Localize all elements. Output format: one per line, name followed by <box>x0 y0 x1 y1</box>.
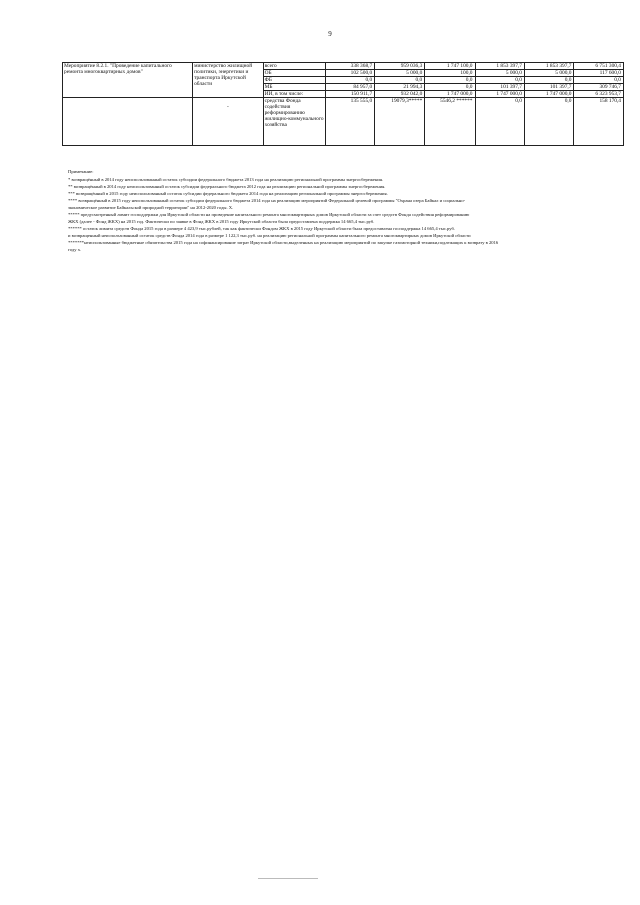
table-row <box>63 98 624 146</box>
note-line: году х. <box>68 247 82 252</box>
notes-block <box>68 168 628 253</box>
value-cell: 5 000,0 <box>475 70 524 77</box>
note-line: ****** остаток лимита средств Фонда 2015 года в размере 4 423,9 тыс.рублей, так как фактически Фондом ЖКХ в 2015 году Иркутской области была предоставлена господдержка 14 665,4 тыс.руб. <box>68 226 456 231</box>
source-cell: ИИ, в том числе: <box>263 91 326 98</box>
source-cell: средства Фонда содействия реформированию жилищно-коммунального хозяйства <box>263 98 326 146</box>
value-cell: 0,0 <box>475 77 524 84</box>
page-number: 9 <box>328 30 332 38</box>
value-cell: 0,0 <box>425 77 475 84</box>
value-cell: 0,0 <box>524 77 573 84</box>
value-cell: 309 746,7 <box>574 84 624 91</box>
note-line: **** возвращённый в 2015 году неиспользованный остаток субсидии федерального бюджета 2014 года на реализацию мероприятий Федеральной целевой программы "Охрана озера Байкал и социально- <box>68 198 466 203</box>
value-cell: 959 036,3 <box>375 63 425 70</box>
notes-title: Примечание: <box>68 169 94 174</box>
note-line: *** возвращённый в 2015 году неиспользованный остаток субсидии федерального бюджета 2014 года на реализацию региональной программы энергосбережения. <box>68 191 388 196</box>
value-cell: 6 751 300,4 <box>574 63 624 70</box>
source-cell: ФБ <box>263 77 326 84</box>
value-cell: 1 853 397,7 <box>475 63 524 70</box>
dash-cell: - <box>193 98 263 146</box>
value-cell: 1 747 000,0 <box>524 91 573 98</box>
note-line: * возвращённый в 2014 году неиспользованный остаток субсидии федерального бюджета 2013 года на реализацию региональной программы энергосбережения. <box>68 177 384 182</box>
value-cell: 0,0 <box>574 77 624 84</box>
note-line: *******неиспользованные бюджетные обязательства 2015 года на софинансирование затрат Иркутской области,выделенных на реализацию мероприятий по закупке газомоторной техники,подлежащих к возврату в 2016 <box>68 240 499 245</box>
table-row <box>63 63 624 70</box>
scan-mark <box>258 878 318 879</box>
note-line: ***** предусмотренный лимит господдержки для Иркутской области на проведение капитального ремонта многоквартирных домов Иркутской области за счет средств Фонда содействия реформированию <box>68 212 470 217</box>
source-cell: ОБ <box>263 70 326 77</box>
note-line: ** возвращённый в 2014 году неиспользованный остаток субсидии федерального бюджета 2012 года на реализацию региональной программы энергосбережения. <box>68 184 386 189</box>
value-cell: 5546,2 ****** <box>425 98 475 146</box>
value-cell: 101 397,7 <box>475 84 524 91</box>
value-cell: 100,0 <box>425 70 475 77</box>
value-cell: 101 397,7 <box>524 84 573 91</box>
value-cell: 1 747 000,0 <box>475 91 524 98</box>
note-line: экономическое развитие Байкальской природной территории" на 2012-2020 годы. Х. <box>68 205 234 210</box>
value-cell: 0,0 <box>425 84 475 91</box>
value-cell: 102 500,0 <box>326 70 375 77</box>
value-cell: 0,0 <box>475 98 524 146</box>
value-cell: 0,0 <box>375 77 425 84</box>
empty-measure-cell <box>63 98 193 146</box>
value-cell: 21 994,3 <box>375 84 425 91</box>
value-cell: 135 555,0 <box>326 98 375 146</box>
value-cell: 5 000,0 <box>524 70 573 77</box>
value-cell: 1 747 000,0 <box>425 91 475 98</box>
value-cell: 6 323 953,7 <box>574 91 624 98</box>
source-cell: МБ <box>263 84 326 91</box>
measure-cell: Мероприятие 8.2.1. "Проведение капитального ремонта многоквартирных домов" <box>63 63 193 98</box>
value-cell: 1 853 397,7 <box>524 63 573 70</box>
value-cell: 19079,3***** <box>375 98 425 146</box>
note-line: и возвращенный неиспользованный остаток средств Фонда 2014 года в размере 1 122,3 тыс.руб. на реализацию региональной программы капитального ремонта многоквартирных домов Иркутской области <box>68 233 471 238</box>
source-cell: всего <box>263 63 326 70</box>
value-cell: 117 600,0 <box>574 70 624 77</box>
value-cell: 150 911,7 <box>326 91 375 98</box>
value-cell: 158 170,4 <box>574 98 624 146</box>
executor-cell: министерство жилищной политики, энергетики и транспорта Иркутской области <box>193 63 263 98</box>
program-table <box>62 62 624 146</box>
value-cell: 0,0 <box>326 77 375 84</box>
value-cell: 0,0 <box>524 98 573 146</box>
value-cell: 84 957,0 <box>326 84 375 91</box>
value-cell: 338 368,7 <box>326 63 375 70</box>
note-line: ЖКХ (далее - Фонд ЖКХ) на 2015 год. Фактически по заявке в Фонд ЖКХ в 2015 году Иркутской области была предоставлена поддержка 14 665,4 тыс.руб. <box>68 219 375 224</box>
value-cell: 1 747 100,0 <box>425 63 475 70</box>
value-cell: 5 000,0 <box>375 70 425 77</box>
value-cell: 932 042,0 <box>375 91 425 98</box>
